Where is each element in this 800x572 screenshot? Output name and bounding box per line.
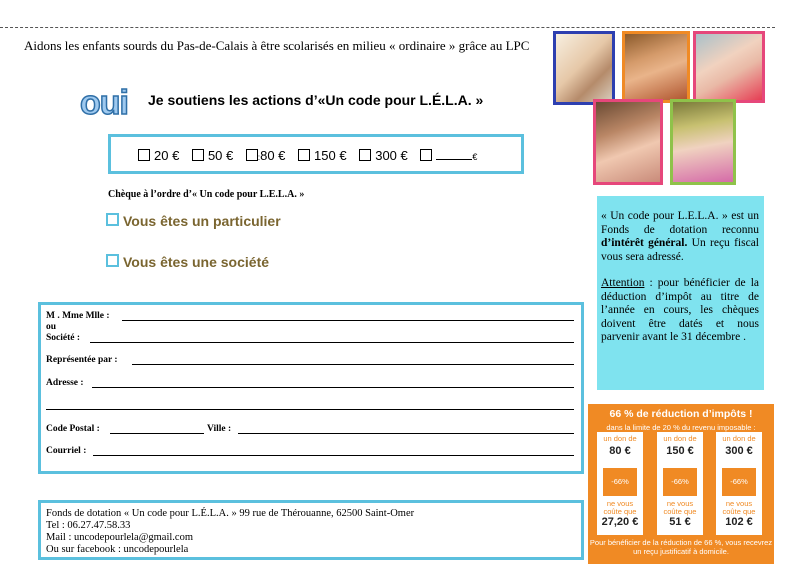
tax-column-150: un don de 150 € -66% ne vous coûte que 51 € bbox=[657, 432, 703, 535]
amount-options bbox=[138, 148, 486, 163]
field-courriel[interactable] bbox=[93, 455, 574, 456]
photo-child-5 bbox=[670, 99, 736, 185]
label-adresse: Adresse : bbox=[46, 378, 84, 388]
label-nom: M . Mme Mlle : bbox=[46, 311, 110, 321]
amount-option-20[interactable]: 20 € bbox=[138, 148, 179, 163]
checkbox[interactable] bbox=[192, 149, 204, 161]
cheque-note: Chèque à l’ordre d’« Un code pour L.E.L.A. » bbox=[108, 189, 305, 200]
tax-footer: Pour bénéficier de la réduction de 66 %, vous recevrez un reçu justificatif à domicile. bbox=[589, 538, 773, 556]
field-representee[interactable] bbox=[132, 364, 574, 365]
checkbox[interactable] bbox=[138, 149, 150, 161]
choice-particulier[interactable]: Vous êtes un particulier bbox=[106, 213, 281, 229]
contact-mail: Mail : uncodepourlela@gmail.com bbox=[46, 532, 194, 543]
choice-societe[interactable]: Vous êtes une société bbox=[106, 254, 269, 270]
amount-option-300[interactable]: 300 € bbox=[359, 148, 408, 163]
contact-tel: Tel : 06.27.47.58.33 bbox=[46, 520, 131, 531]
info-paragraph-2: Attention : pour bénéficier de la déduction d’impôt au titre de l’année en cours, les chèques doivent être datés et nous parvenir avant le 31 décembre . bbox=[601, 277, 759, 343]
photo-child-4 bbox=[593, 99, 663, 185]
label-ville: Ville : bbox=[207, 424, 232, 434]
field-societe[interactable] bbox=[90, 342, 574, 343]
oui-logo: oui bbox=[80, 84, 128, 122]
photo-child-1 bbox=[553, 31, 615, 105]
field-adresse[interactable] bbox=[92, 387, 574, 388]
checkbox[interactable] bbox=[106, 254, 119, 267]
label-representee: Représentée par : bbox=[46, 355, 118, 365]
amount-option-other[interactable]: € bbox=[420, 148, 477, 163]
info-paragraph-1: « Un code pour L.E.L.A. » est un Fonds de dotation reconnu d’intérêt général. Un reçu fiscal vous sera adressé. bbox=[601, 210, 760, 263]
field-nom[interactable] bbox=[122, 320, 574, 321]
amount-option-150[interactable]: 150 € bbox=[298, 148, 347, 163]
amount-option-80[interactable]: :80 € bbox=[246, 148, 286, 163]
label-societe: Société : bbox=[46, 333, 81, 343]
checkbox[interactable] bbox=[106, 213, 119, 226]
info-text bbox=[601, 210, 759, 345]
contact-address: Fonds de dotation « Un code pour L.É.L.A. » 99 rue de Thérouanne, 62500 Saint-Omer bbox=[46, 508, 415, 519]
label-code-postal: Code Postal : bbox=[46, 424, 100, 434]
label-ou: ou bbox=[46, 322, 57, 332]
photo-child-2 bbox=[622, 31, 690, 103]
tax-title: 66 % de réduction d’impôts ! bbox=[609, 408, 753, 420]
field-code-postal[interactable] bbox=[110, 433, 204, 434]
page-headline: Aidons les enfants sourds du Pas-de-Calais à être scolarisés en milieu « ordinaire » grâce au LPC bbox=[24, 38, 530, 53]
cut-line bbox=[0, 27, 775, 28]
checkbox[interactable] bbox=[298, 149, 310, 161]
field-adresse-2[interactable] bbox=[46, 409, 574, 410]
contact-facebook: Ou sur facebook : uncodepourlela bbox=[46, 544, 189, 555]
checkbox[interactable] bbox=[359, 149, 371, 161]
tax-column-80: un don de 80 € -66% ne vous coûte que 27,20 € bbox=[597, 432, 643, 535]
tax-subtitle: dans la limite de 20 % du revenu imposable : bbox=[606, 423, 756, 432]
donor-form-box bbox=[38, 302, 584, 474]
photo-child-3 bbox=[693, 31, 765, 103]
field-ville[interactable] bbox=[238, 433, 574, 434]
label-courriel: Courriel : bbox=[46, 446, 87, 456]
checkbox[interactable] bbox=[246, 149, 258, 161]
checkbox[interactable] bbox=[420, 149, 432, 161]
tax-column-300: un don de 300 € -66% ne vous coûte que 102 € bbox=[716, 432, 762, 535]
support-statement: Je soutiens les actions d’«Un code pour L.É.L.A. » bbox=[148, 92, 484, 108]
amount-option-50[interactable]: 50 € bbox=[192, 148, 233, 163]
other-amount-blank[interactable] bbox=[436, 159, 472, 160]
